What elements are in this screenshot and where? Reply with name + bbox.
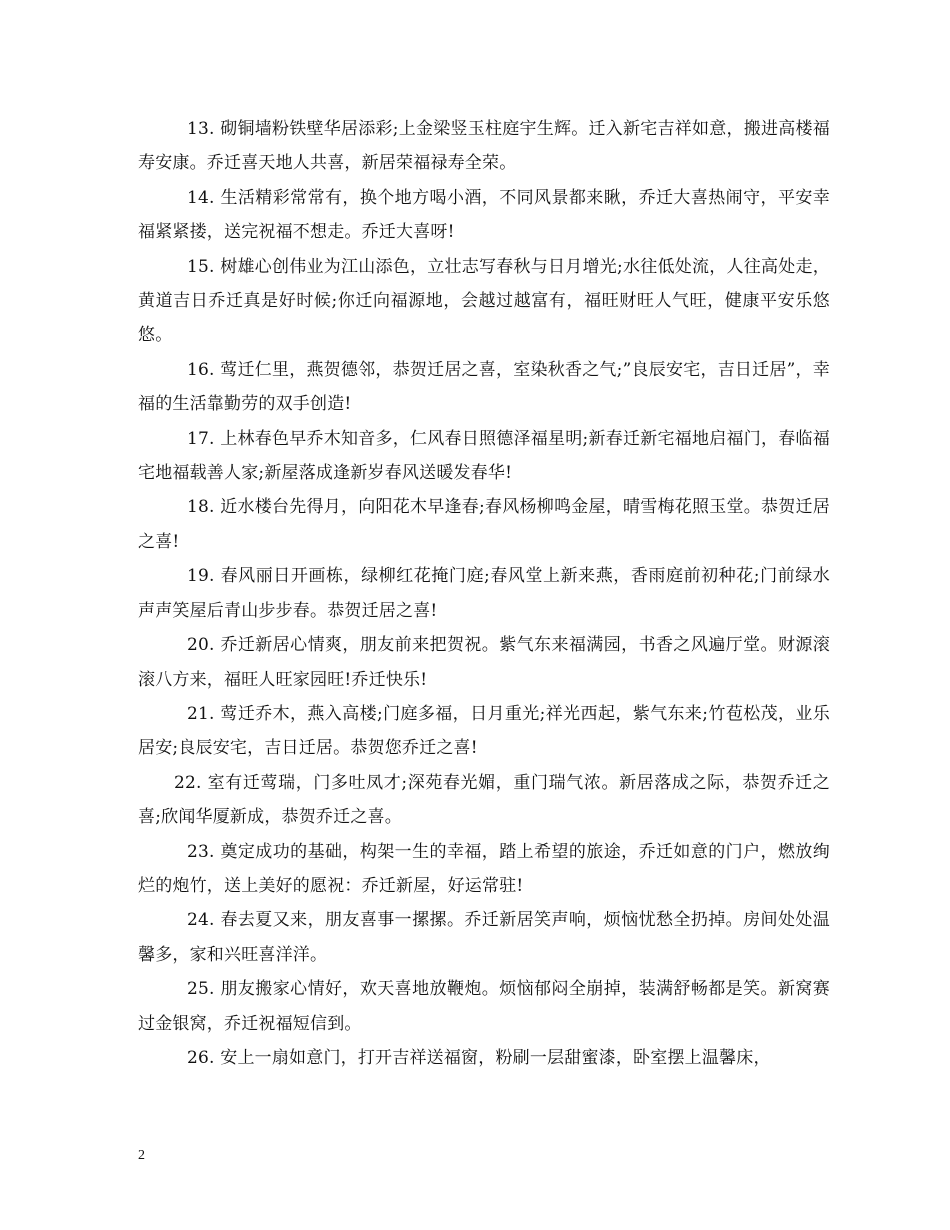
paragraph-24: 24. 春去夏又来，朋友喜事一摞摞。乔迁新居笑声响，烦恼忧愁全扔掉。房间处处温馨多，家和兴旺喜洋洋。 <box>138 910 830 965</box>
paragraph-15: 15. 树雄心创伟业为江山添色，立壮志写春秋与日月增光;水往低处流，人往高处走，黄道吉日乔迁真是好时候;你迁向福源地，会越过越富有，福旺财旺人气旺，健康平安乐悠悠。 <box>138 256 830 346</box>
page-number: 2 <box>138 1148 145 1163</box>
paragraph-18: 18. 近水楼台先得月，向阳花木早逢春;春风杨柳鸣金屋，晴雪梅花照玉堂。恭贺迁居之喜! <box>138 497 830 552</box>
paragraph-21: 21. 莺迁乔木，燕入高楼;门庭多福，日月重光;祥光西起，紫气东来;竹苞松茂，业乐居安;良辰安宅，吉日迁居。恭贺您乔迁之喜! <box>138 703 830 759</box>
paragraph-23: 23. 奠定成功的基础，构架一生的幸福，踏上希望的旅途，乔迁如意的门户，燃放绚烂的炮竹，送上美好的愿祝：乔迁新屋，好运常驻! <box>138 841 830 896</box>
paragraph-19: 19. 春风丽日开画栋，绿柳红花掩门庭;春风堂上新来燕，香雨庭前初种花;门前绿水声声笑屋后青山步步春。恭贺迁居之喜! <box>138 566 830 621</box>
paragraph-17: 17. 上林春色早乔木知音多，仁风春日照德泽福星明;新春迁新宅福地启福门，春临福宅地福载善人家;新屋落成逢新岁春风送暖发春华! <box>138 428 830 484</box>
paragraph-20: 20. 乔迁新居心情爽，朋友前来把贺祝。紫气东来福满园，书香之风遍厅堂。财源滚滚八方来，福旺人旺家园旺!乔迁快乐! <box>138 635 830 690</box>
paragraph-13: 13. 砌铜墙粉铁壁华居添彩;上金梁竖玉柱庭宇生辉。迁入新宅吉祥如意，搬进高楼福寿安康。乔迁喜天地人共喜，新居荣福禄寿全荣。 <box>138 119 830 174</box>
paragraph-26: 26. 安上一扇如意门，打开吉祥送福窗，粉刷一层甜蜜漆，卧室摆上温馨床， <box>187 1047 771 1068</box>
document-body <box>138 112 830 1075</box>
paragraph-25: 25. 朋友搬家心情好，欢天喜地放鞭炮。烦恼郁闷全崩掉，装满舒畅都是笑。新窝赛过金银窝，乔迁祝福短信到。 <box>138 979 830 1034</box>
paragraph-14: 14. 生活精彩常常有，换个地方喝小酒，不同风景都来瞅，乔迁大喜热闹守，平安幸福紧紧搂，送完祝福不想走。乔迁大喜呀! <box>138 187 830 243</box>
paragraph-16: 16. 莺迁仁里，燕贺德邻，恭贺迁居之喜，室染秋香之气;”良辰安宅，吉日迁居”，幸福的生活靠勤劳的双手创造! <box>138 359 830 415</box>
paragraph-22: 22. 室有迁莺瑞，门多吐凤才;深苑春光媚，重门瑞气浓。新居落成之际，恭贺乔迁之喜;欣闻华厦新成，恭贺乔迁之喜。 <box>138 772 830 828</box>
